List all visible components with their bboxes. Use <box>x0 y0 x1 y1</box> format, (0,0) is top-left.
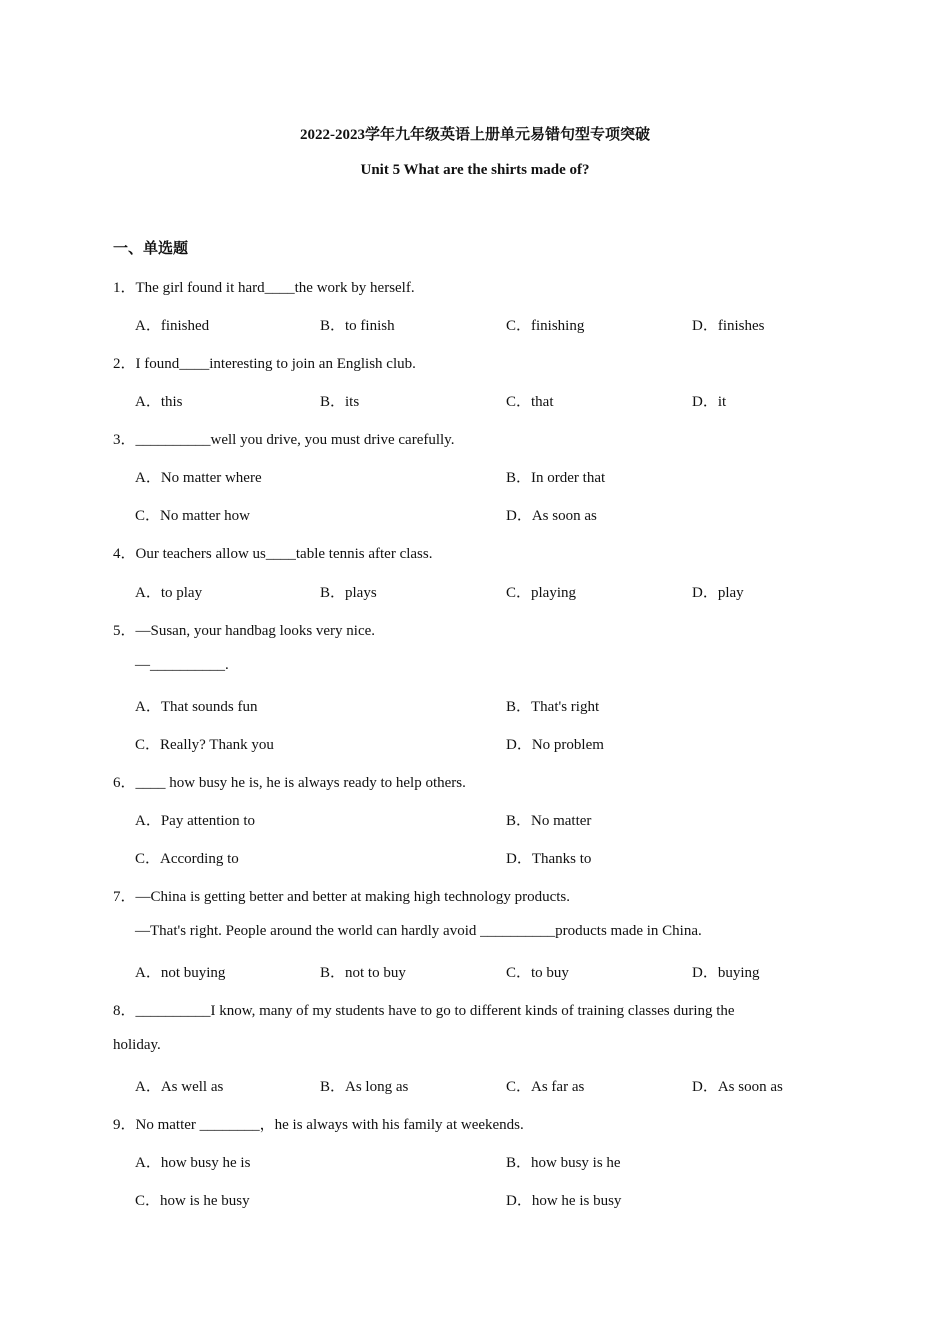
question-3-option-a[interactable]: A．No matter where <box>135 470 262 486</box>
question-8-option-a[interactable]: A．As well as <box>135 1079 224 1095</box>
question-2-option-b[interactable]: B．its <box>320 394 360 410</box>
question-6-option-d[interactable]: D．Thanks to <box>506 851 592 867</box>
question-4-option-d[interactable]: D．play <box>692 585 744 601</box>
document-subtitle: Unit 5 What are the shirts made of? <box>360 162 590 178</box>
question-1-option-d[interactable]: D．finishes <box>692 318 765 334</box>
question-1-option-b[interactable]: B．to finish <box>320 318 395 334</box>
section-heading: 一、单选题 <box>113 241 189 257</box>
question-2-option-a[interactable]: A．this <box>135 394 183 410</box>
question-6-option-a[interactable]: A．Pay attention to <box>135 813 255 829</box>
question-2-stem: 2．I found____interesting to join an English club. <box>113 356 416 372</box>
question-5-response-line: —__________. <box>135 657 229 673</box>
question-9-option-c[interactable]: C．how is he busy <box>135 1193 250 1209</box>
question-5-option-b[interactable]: B．That's right <box>506 699 600 715</box>
document-title: 2022-2023学年九年级英语上册单元易错句型专项突破 <box>300 127 650 143</box>
question-5-option-a[interactable]: A．That sounds fun <box>135 699 258 715</box>
question-1-stem: 1．The girl found it hard____the work by herself. <box>113 280 415 296</box>
question-8-option-c[interactable]: C．As far as <box>506 1079 585 1095</box>
question-2-option-d[interactable]: D．it <box>692 394 727 410</box>
question-7-option-a[interactable]: A．not buying <box>135 965 226 981</box>
question-9-option-a[interactable]: A．how busy he is <box>135 1155 251 1171</box>
question-7-stem: 7．—China is getting better and better at making high technology products. <box>113 889 570 905</box>
question-6-option-c[interactable]: C．According to <box>135 851 239 867</box>
question-8-option-d[interactable]: D．As soon as <box>692 1079 783 1095</box>
question-8-stem: 8．__________I know, many of my students have to go to different kinds of training classes during the <box>113 1003 735 1019</box>
question-7-option-c[interactable]: C．to buy <box>506 965 569 981</box>
question-2-option-c[interactable]: C．that <box>506 394 554 410</box>
question-4-option-a[interactable]: A．to play <box>135 585 203 601</box>
question-3-option-b[interactable]: B．In order that <box>506 470 606 486</box>
question-1-option-c[interactable]: C．finishing <box>506 318 585 334</box>
question-4-option-c[interactable]: C．playing <box>506 585 576 601</box>
question-9-stem: 9．No matter ________，he is always with his family at weekends. <box>113 1117 524 1133</box>
question-8-option-b[interactable]: B．As long as <box>320 1079 409 1095</box>
question-6-stem: 6．____ how busy he is, he is always ready to help others. <box>113 775 466 791</box>
question-9-option-b[interactable]: B．how busy is he <box>506 1155 621 1171</box>
question-3-option-d[interactable]: D．As soon as <box>506 508 597 524</box>
question-5-option-d[interactable]: D．No problem <box>506 737 604 753</box>
question-4-stem: 4．Our teachers allow us____table tennis after class. <box>113 546 433 562</box>
question-3-option-c[interactable]: C．No matter how <box>135 508 250 524</box>
question-5-option-c[interactable]: C．Really? Thank you <box>135 737 274 753</box>
question-5-stem: 5．—Susan, your handbag looks very nice. <box>113 623 376 639</box>
question-3-stem: 3．__________well you drive, you must drive carefully. <box>113 432 455 448</box>
question-7-response-line: —That's right. People around the world can hardly avoid __________products made in China. <box>135 923 702 939</box>
question-6-option-b[interactable]: B．No matter <box>506 813 592 829</box>
question-1-option-a[interactable]: A．finished <box>135 318 210 334</box>
question-9-option-d[interactable]: D．how he is busy <box>506 1193 622 1209</box>
question-8-stem-continued: holiday. <box>113 1037 161 1053</box>
question-4-option-b[interactable]: B．plays <box>320 585 377 601</box>
question-7-option-d[interactable]: D．buying <box>692 965 760 981</box>
question-7-option-b[interactable]: B．not to buy <box>320 965 406 981</box>
